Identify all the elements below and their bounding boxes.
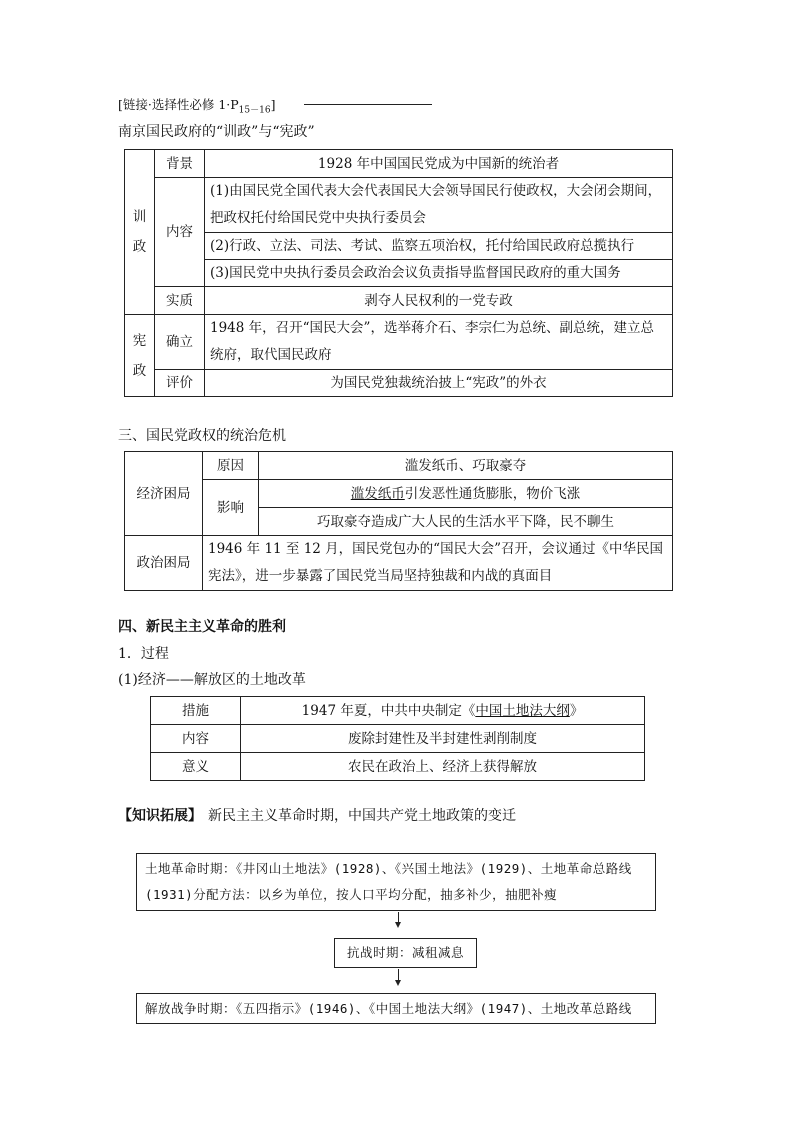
flow-arrow-2-head (395, 980, 401, 986)
cell-pol-label: 政治困局 (125, 536, 203, 591)
table-land-reform (150, 696, 645, 781)
table-crisis (124, 451, 673, 591)
flow-box-anti-japanese: 抗战时期：减租减息 (334, 938, 477, 968)
cell-econ-label: 经济困局 (125, 452, 203, 536)
table-xunzheng-xianzheng (124, 149, 673, 397)
link-page-sub: 15－16 (238, 105, 271, 116)
cell-eval-value: 为国民党独裁统治披上“宪政”的外衣 (205, 370, 673, 397)
cell-meaning-label: 意义 (151, 753, 241, 781)
link-underline (304, 104, 432, 105)
cell-meaning-value: 农民在政治上、经济上获得解放 (241, 753, 645, 781)
cell-xianzheng: 宪政 (125, 315, 155, 397)
cell-bg-label: 背景 (155, 150, 205, 178)
cell-content-3: (3)国民党中央执行委员会政治会议负责指导监督国民政府的重大国务 (205, 260, 673, 287)
cell-establish-label: 确立 (155, 315, 205, 370)
cell-effect-2: 巧取豪夺造成广大人民的生活水平下降，民不聊生 (259, 508, 673, 536)
cell-pol-value: 1946 年 11 至 12 月，国民党包办的“国民大会”召开，会议通过《中华民国宪法》，进一步暴露了国民党当局坚持独裁和内战的真面目 (203, 536, 673, 591)
cell-effect-1: 滥发纸币引发恶性通货膨胀，物价飞涨 (259, 480, 673, 508)
cell-essence-value: 剥夺人民权利的一党专政 (205, 287, 673, 315)
cell-cause-label: 原因 (203, 452, 259, 480)
cell-content-value: 废除封建性及半封建性剥削制度 (241, 725, 645, 753)
cell-measure-value: 1947 年夏，中共中央制定《中国土地法大纲》 (241, 697, 645, 725)
subtitle-land-reform: (1)经济——解放区的土地改革 (118, 672, 306, 688)
flow-box-liberation-war: 解放战争时期：《五四指示》(1946)、《中国土地法大纲》(1947)、土地改革总路线 (136, 993, 656, 1024)
cell-bg-value: 1928 年中国国民党成为中国新的统治者 (205, 150, 673, 178)
section-title-victory: 四、新民主主义革命的胜利 (118, 619, 286, 635)
cell-establish-value: 1948 年，召开“国民大会”，选举蒋介石、李宗仁为总统、副总统，建立总统府，取代国民政府 (205, 315, 673, 370)
cell-xunzheng: 训政 (125, 150, 155, 315)
cell-eval-label: 评价 (155, 370, 205, 397)
cell-content-label: 内容 (155, 178, 205, 287)
cell-content-label: 内容 (151, 725, 241, 753)
knowledge-expansion-heading: 【知识拓展】 新民主主义革命时期，中国共产党土地政策的变迁 (118, 808, 516, 824)
cell-cause-value: 滥发纸币、巧取豪夺 (259, 452, 673, 480)
cell-measure-label: 措施 (151, 697, 241, 725)
knowledge-expansion-tag: 【知识拓展】 (118, 808, 202, 824)
flow-arrow-1-head (395, 922, 401, 928)
section-title-crisis: 三、国民党政权的统治危机 (118, 428, 286, 444)
cell-effect-label: 影响 (203, 480, 259, 536)
cell-content-1: (1)由国民党全国代表大会代表国民大会领导国民行使政权，大会闭会期间，把政权托付给国民党中央执行委员会 (205, 178, 673, 233)
subtitle-process: 1．过程 (118, 646, 169, 662)
link-reference: [链接·选择性必修 $1\cdot P_{15-16}$] (118, 97, 276, 116)
cell-essence-label: 实质 (155, 287, 205, 315)
flow-box-land-revolution: 土地革命时期：《井冈山土地法》(1928)、《兴国土地法》(1929)、土地革命总路线 (1931)分配方法：以乡为单位，按人口平均分配，抽多补少，抽肥补瘦 (136, 853, 656, 911)
cell-content-2: (2)行政、立法、司法、考试、监察五项治权，托付给国民政府总揽执行 (205, 233, 673, 260)
section-title-xunzheng-xianzheng: 南京国民政府的“训政”与“宪政” (118, 124, 315, 140)
